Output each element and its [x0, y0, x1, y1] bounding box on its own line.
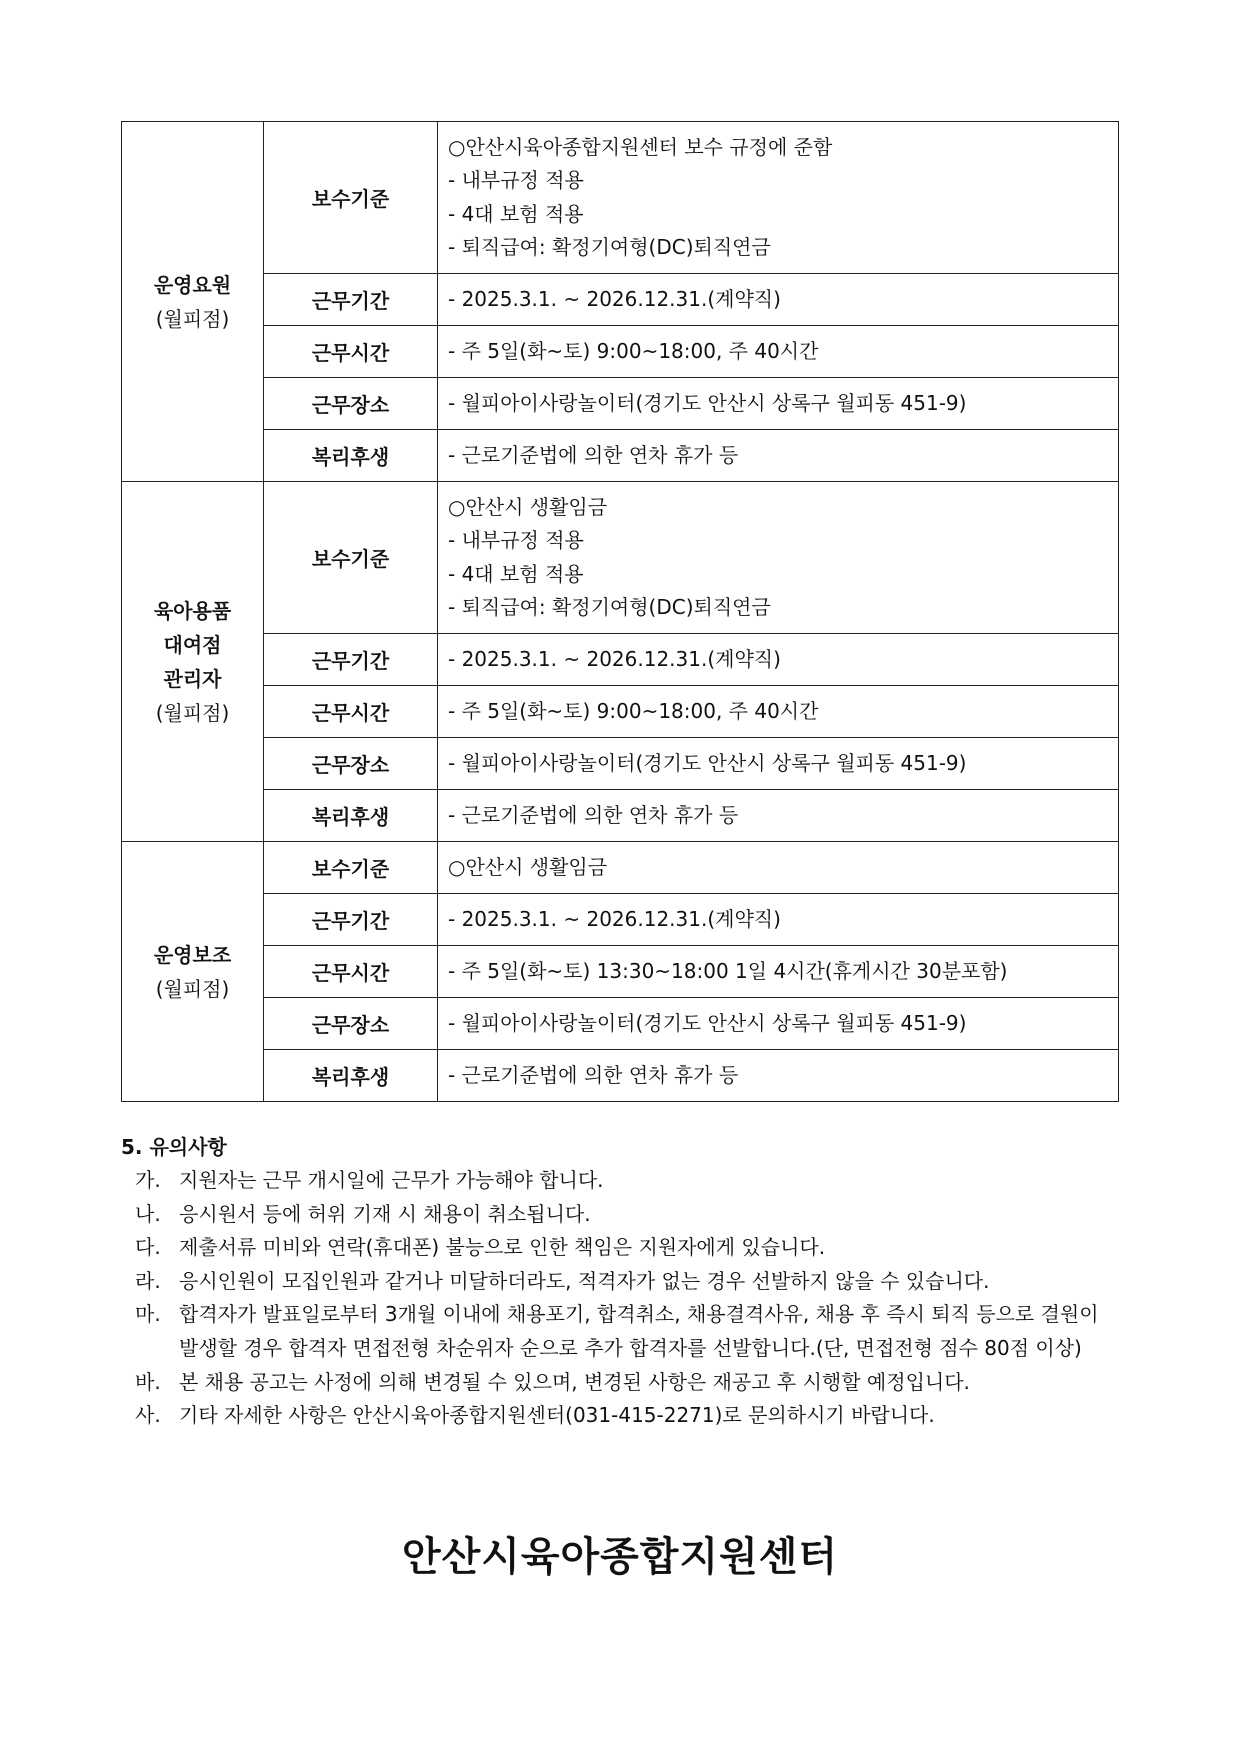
list-text: 응시원서 등에 허위 기재 시 채용이 취소됩니다. — [179, 1201, 591, 1226]
row-label: 근무시간 — [264, 946, 438, 998]
list-marker: 나. — [135, 1201, 161, 1226]
work-conditions-table — [121, 121, 1119, 1102]
content-line: - 월피아이사랑놀이터(경기도 안산시 상록구 월피동 451-9) — [448, 390, 967, 415]
table-row — [122, 686, 1119, 738]
table-row — [122, 274, 1119, 326]
table-row — [122, 894, 1119, 946]
row-label: 복리후생 — [264, 430, 438, 482]
row-content — [438, 998, 1119, 1050]
row-content — [438, 378, 1119, 430]
group-cell-rental-manager — [122, 482, 264, 842]
row-label: 근무시간 — [264, 326, 438, 378]
table-row — [122, 842, 1119, 894]
row-content — [438, 634, 1119, 686]
group-name: 운영보조 — [153, 942, 232, 967]
row-content — [438, 894, 1119, 946]
row-content — [438, 738, 1119, 790]
row-label: 보수기준 — [264, 842, 438, 894]
organization-name: 안산시육아종합지원센터 — [401, 1534, 839, 1580]
content-line: ○안산시 생활임금 — [448, 494, 608, 519]
list-item — [135, 1265, 1121, 1299]
list-text: 합격자가 발표일로부터 3개월 이내에 채용포기, 합격취소, 채용결격사유, 채용 후 즉시 퇴직 등으로 결원이 발생할 경우 합격자 면접전형 차순위자 순으로 추가 합격자를 선발합니다.(단, 면접전형 점수 80점 이상) — [179, 1302, 1099, 1360]
list-text: 제출서류 미비와 연락(휴대폰) 불능으로 인한 책임은 지원자에게 있습니다. — [179, 1235, 826, 1260]
table-row — [122, 998, 1119, 1050]
row-content — [438, 686, 1119, 738]
list-text: 지원자는 근무 개시일에 근무가 가능해야 합니다. — [179, 1168, 604, 1192]
row-content — [438, 274, 1119, 326]
list-item — [135, 1164, 1121, 1198]
list-item — [135, 1198, 1121, 1232]
row-label: 복리후생 — [264, 1050, 438, 1102]
content-line: - 2025.3.1. ~ 2026.12.31.(계약직) — [448, 646, 781, 671]
list-item — [135, 1298, 1121, 1365]
row-content — [438, 430, 1119, 482]
row-content — [438, 482, 1119, 634]
table-row — [122, 482, 1119, 634]
list-text: 응시인원이 모집인원과 같거나 미달하더라도, 적격자가 없는 경우 선발하지 않을 수 있습니다. — [179, 1268, 990, 1293]
row-label: 복리후생 — [264, 790, 438, 842]
row-label: 근무기간 — [264, 274, 438, 326]
content-line: - 내부규정 적용 — [448, 528, 584, 552]
content-line: - 2025.3.1. ~ 2026.12.31.(계약직) — [448, 906, 781, 931]
content-line: - 주 5일(화~토) 9:00~18:00, 주 40시간 — [448, 698, 819, 723]
content-line: - 월피아이사랑놀이터(경기도 안산시 상록구 월피동 451-9) — [448, 1010, 967, 1035]
content-line: - 월피아이사랑놀이터(경기도 안산시 상록구 월피동 451-9) — [448, 750, 967, 775]
group-branch: (월피점) — [155, 306, 230, 331]
row-label: 근무시간 — [264, 686, 438, 738]
list-item — [135, 1399, 1121, 1433]
content-line: - 4대 보험 적용 — [448, 561, 584, 586]
list-marker: 라. — [135, 1268, 161, 1293]
notes-heading: 5. 유의사항 — [121, 1135, 227, 1159]
list-marker: 바. — [135, 1369, 161, 1394]
row-content — [438, 842, 1119, 894]
table-row — [122, 122, 1119, 274]
notes-section — [121, 1130, 1121, 1433]
row-label: 보수기준 — [264, 122, 438, 274]
group-name-line: 육아용품 — [153, 598, 232, 623]
content-line: - 근로기준법에 의한 연차 휴가 등 — [448, 442, 739, 467]
list-text: 기타 자세한 사항은 안산시육아종합지원센터(031-415-2271)로 문의하시기 바랍니다. — [179, 1403, 935, 1428]
row-content — [438, 326, 1119, 378]
list-marker: 마. — [135, 1302, 161, 1327]
content-line: - 2025.3.1. ~ 2026.12.31.(계약직) — [448, 286, 781, 311]
list-item — [135, 1231, 1121, 1265]
row-content — [438, 946, 1119, 998]
content-line: ○안산시육아종합지원센터 보수 규정에 준함 — [448, 134, 833, 159]
row-label: 보수기준 — [264, 482, 438, 634]
row-label: 근무기간 — [264, 634, 438, 686]
group-name: 운영요원 — [153, 272, 232, 297]
table-row — [122, 1050, 1119, 1102]
table-row — [122, 430, 1119, 482]
content-line: - 주 5일(화~토) 13:30~18:00 1일 4시간(휴게시간 30분포함) — [448, 958, 1008, 983]
content-line: - 내부규정 적용 — [448, 168, 584, 192]
group-cell-operations-assistant — [122, 842, 264, 1102]
content-line: - 퇴직급여: 확정기여형(DC)퇴직연금 — [448, 235, 771, 259]
table-row — [122, 326, 1119, 378]
content-line: - 퇴직급여: 확정기여형(DC)퇴직연금 — [448, 595, 771, 619]
row-label: 근무기간 — [264, 894, 438, 946]
list-text: 본 채용 공고는 사정에 의해 변경될 수 있으며, 변경된 사항은 재공고 후 시행할 예정입니다. — [179, 1369, 970, 1394]
group-cell-operations-staff — [122, 122, 264, 482]
group-branch: (월피점) — [155, 976, 230, 1001]
row-label: 근무장소 — [264, 738, 438, 790]
table-row — [122, 790, 1119, 842]
content-line: - 주 5일(화~토) 9:00~18:00, 주 40시간 — [448, 338, 819, 363]
content-line: - 근로기준법에 의한 연차 휴가 등 — [448, 802, 739, 827]
group-branch: (월피점) — [155, 700, 230, 725]
row-label: 근무장소 — [264, 998, 438, 1050]
content-line: - 4대 보험 적용 — [448, 201, 584, 226]
list-marker: 사. — [135, 1403, 161, 1428]
list-item — [135, 1366, 1121, 1400]
row-content — [438, 122, 1119, 274]
row-content — [438, 1050, 1119, 1102]
group-name-line: 관리자 — [163, 666, 222, 691]
notes-list — [121, 1164, 1121, 1433]
table-row — [122, 378, 1119, 430]
content-line: - 근로기준법에 의한 연차 휴가 등 — [448, 1062, 739, 1087]
content-line: ○안산시 생활임금 — [448, 854, 608, 879]
group-name-line: 대여점 — [163, 632, 222, 657]
table-row — [122, 738, 1119, 790]
table-row — [122, 634, 1119, 686]
list-marker: 가. — [135, 1168, 161, 1192]
list-marker: 다. — [135, 1235, 161, 1260]
row-content — [438, 790, 1119, 842]
table-row — [122, 946, 1119, 998]
row-label: 근무장소 — [264, 378, 438, 430]
